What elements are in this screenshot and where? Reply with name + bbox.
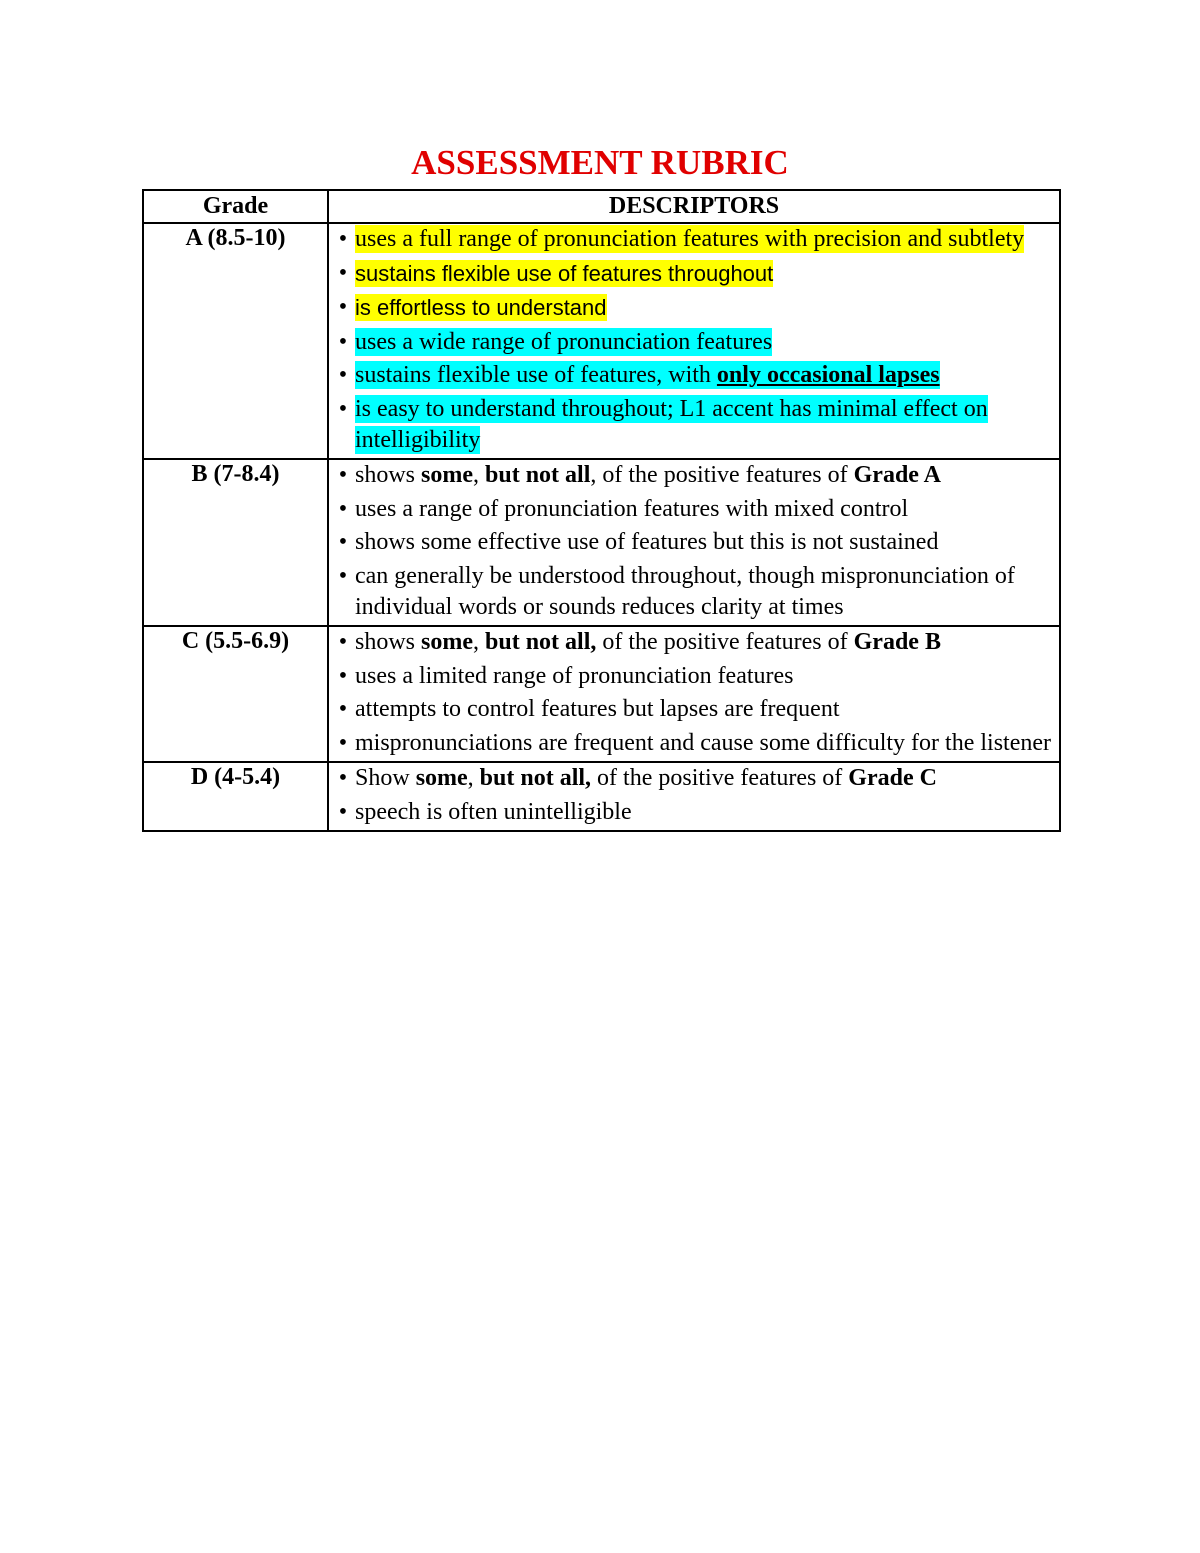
grade-cell: A (8.5-10): [143, 223, 328, 459]
emphasis-text: Grade B: [853, 629, 941, 655]
text-fragment: speech is often unintelligible: [355, 798, 632, 825]
descriptor-item: [329, 394, 1059, 456]
descriptor-text: [355, 361, 940, 389]
emphasis-text: Grade C: [848, 765, 937, 791]
descriptor-item: [329, 360, 1059, 391]
bullet-icon: •: [338, 259, 348, 286]
descriptor-item: [329, 661, 1059, 692]
text-fragment: sustains flexible use of features throughout: [355, 260, 774, 286]
descriptor-list: [329, 763, 1059, 828]
descriptor-text: [355, 696, 840, 722]
text-fragment: , of the positive features of: [590, 462, 854, 488]
text-fragment: shows some effective use of features but this is not sustained: [355, 529, 939, 555]
header-row: [143, 190, 1060, 223]
descriptor-text: [355, 225, 1024, 253]
descriptor-text: [355, 328, 772, 356]
emphasis-text: some: [421, 629, 473, 655]
descriptor-item: [329, 728, 1059, 759]
descriptor-text: [355, 462, 941, 488]
descriptor-item: [329, 460, 1059, 491]
descriptor-item: [329, 694, 1059, 725]
descriptor-item: [329, 797, 1059, 828]
rubric-table: [142, 189, 1061, 832]
descriptor-text: [355, 563, 1015, 620]
text-fragment: of the positive features of: [596, 629, 854, 655]
text-fragment: mispronunciations are frequent and cause some difficulty for the listener: [355, 729, 1051, 756]
descriptor-item: [329, 292, 1059, 324]
text-fragment: ,: [467, 765, 480, 791]
text-fragment: ,: [473, 462, 485, 488]
bullet-icon: •: [338, 765, 348, 791]
bullet-icon: •: [338, 462, 348, 488]
emphasis-text: some: [421, 462, 473, 488]
descriptor-cell: [328, 223, 1060, 459]
descriptor-item: [329, 327, 1059, 358]
descriptor-text: [355, 395, 988, 454]
bullet-icon: •: [338, 662, 348, 689]
descriptor-item: [329, 763, 1059, 794]
descriptor-item: [329, 494, 1059, 525]
descriptor-item: [329, 561, 1059, 623]
emphasis-text: only occasional lapses: [716, 362, 940, 388]
emphasis-text: but not all,: [485, 629, 597, 655]
text-fragment: sustains flexible use of features, with: [355, 362, 717, 388]
descriptor-cell: [328, 762, 1060, 831]
descriptor-text: [355, 730, 1051, 756]
text-fragment: of the positive features of: [591, 765, 849, 791]
text-fragment: uses a range of pronunciation features with mixed control: [355, 495, 909, 522]
text-fragment: is effortless to understand: [355, 295, 607, 320]
table-row: [143, 223, 1060, 459]
descriptor-item: [329, 258, 1059, 290]
text-fragment: uses a wide range of pronunciation features: [355, 328, 773, 355]
grade-column-header: Grade: [143, 190, 328, 223]
bullet-icon: •: [338, 294, 348, 320]
text-fragment: is easy to understand throughout; L1 accent has minimal effect on intelligibility: [355, 395, 988, 453]
descriptor-text: [355, 529, 938, 555]
descriptor-cell: [328, 626, 1060, 762]
bullet-icon: •: [338, 629, 348, 655]
descriptors-column-header: DESCRIPTORS: [328, 190, 1060, 223]
text-fragment: shows: [355, 629, 422, 655]
bullet-icon: •: [338, 798, 348, 825]
descriptor-text: [355, 260, 773, 287]
descriptor-text: [355, 496, 908, 522]
descriptor-text: [355, 765, 937, 791]
bullet-icon: •: [338, 362, 348, 388]
descriptor-list: [329, 627, 1059, 759]
descriptor-text: [355, 663, 794, 689]
descriptor-text: [355, 629, 941, 655]
grade-cell: D (4-5.4): [143, 762, 328, 831]
bullet-icon: •: [338, 729, 348, 756]
text-fragment: attempts to control features but lapses are frequent: [355, 696, 840, 722]
bullet-icon: •: [338, 562, 348, 589]
descriptor-cell: [328, 459, 1060, 626]
descriptor-item: [329, 527, 1059, 558]
page-title: ASSESSMENT RUBRIC: [411, 143, 789, 182]
emphasis-text: some: [415, 765, 468, 791]
table-row: [143, 762, 1060, 831]
descriptor-text: [355, 294, 607, 321]
text-fragment: can generally be understood throughout, though mispronunciation of individual words or sounds reduces clarity at times: [355, 562, 1015, 620]
descriptor-item: [329, 627, 1059, 658]
bullet-icon: •: [338, 226, 348, 252]
descriptor-item: [329, 224, 1059, 255]
table-row: [143, 626, 1060, 762]
text-fragment: uses a full range of pronunciation features with precision and subtlety: [355, 226, 1025, 252]
text-fragment: shows: [355, 462, 422, 488]
descriptor-list: [329, 460, 1059, 623]
descriptor-text: [355, 799, 632, 825]
grade-cell: C (5.5-6.9): [143, 626, 328, 762]
bullet-icon: •: [338, 696, 348, 722]
emphasis-text: but not all,: [479, 765, 592, 791]
bullet-icon: •: [338, 395, 348, 422]
descriptor-list: [329, 224, 1059, 456]
bullet-icon: •: [338, 529, 348, 555]
emphasis-text: Grade A: [853, 462, 941, 488]
table-row: [143, 459, 1060, 626]
grade-cell: B (7-8.4): [143, 459, 328, 626]
bullet-icon: •: [338, 328, 348, 355]
emphasis-text: but not all: [485, 462, 591, 488]
text-fragment: ,: [473, 629, 485, 655]
bullet-icon: •: [338, 495, 348, 522]
text-fragment: uses a limited range of pronunciation features: [355, 662, 794, 689]
text-fragment: Show: [355, 765, 416, 791]
